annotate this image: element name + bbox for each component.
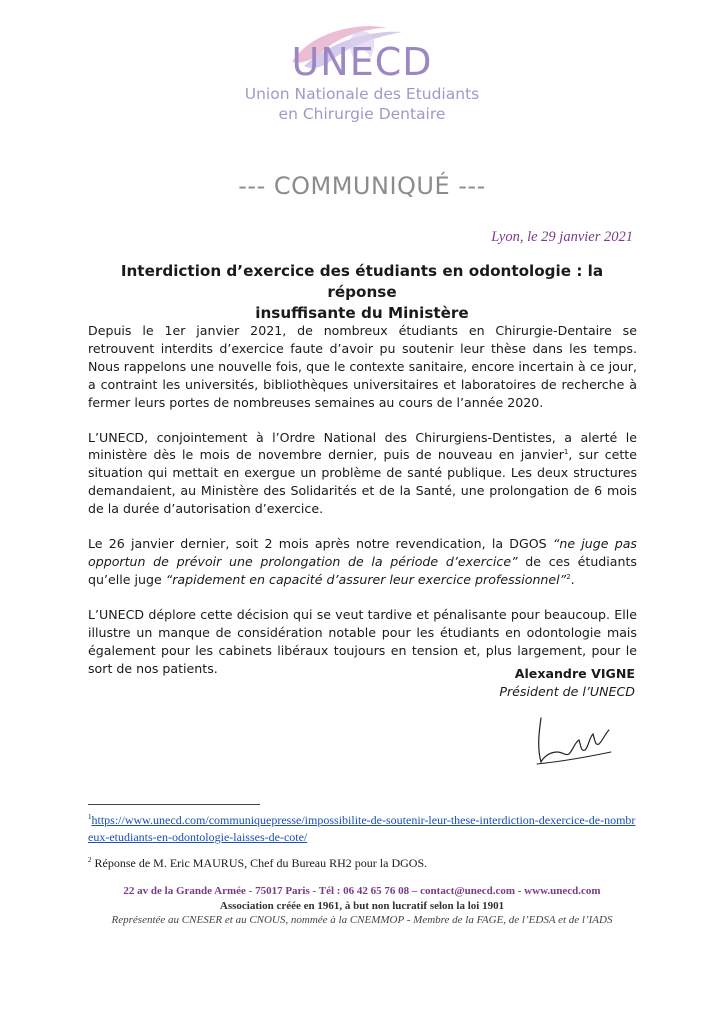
paragraph-1: Depuis le 1er janvier 2021, de nombreux étudiants en Chirurgie-Dentaire se retrouvent interdits d’exercice faute d’avoir pu soutenir leur thèse dans les temps. Nous rappelons une nouvelle fois, que le contexte sanitaire, encore incertain à ce jour, a contraint les universités, bibliothèques universitaires et laboratoires de recherche à fermer leurs portes de nombreuses semaines au cours de l’année 2020. [88, 323, 637, 410]
footnote-2-number: 2 [88, 856, 92, 864]
signer-role: Président de l’UNECD [499, 684, 635, 699]
date-line: Lyon, le 29 janvier 2021 [491, 229, 633, 245]
page-footer [0, 884, 724, 928]
handwritten-signature [527, 712, 617, 772]
footnote-2 [88, 855, 638, 872]
footnote-1-link[interactable]: https://www.unecd.com/communiquepresse/impossibilite-de-soutenir-leur-these-interdiction-dexercice-de-nombreux-etudiants-en-odontologie-laisses-de-cote/ [88, 813, 636, 844]
unecd-logo [0, 22, 724, 124]
footnote-1 [88, 812, 638, 846]
logo-mark [252, 22, 472, 84]
title-line-1: Interdiction d’exercice des étudiants en odontologie : la réponse [120, 262, 604, 301]
logo-line-1: Union Nationale des Etudiants [244, 85, 480, 103]
footnote-ref-1[interactable]: 1 [563, 448, 569, 457]
paragraph-2 [88, 429, 637, 519]
logo-wordmark: UNECD [291, 40, 433, 84]
paragraph-3 [88, 535, 637, 589]
signature-block [499, 665, 635, 701]
paragraph-3-part-a: Le 26 janvier dernier, soit 2 mois après notre revendication, la DGOS [88, 536, 553, 552]
footnote-divider [88, 804, 260, 805]
logo-line-2: en Chirurgie Dentaire [278, 105, 446, 123]
footnote-ref-2[interactable]: 2 [566, 572, 571, 581]
paragraph-4: L’UNECD déplore cette décision qui se veut tardive et pénalisante pour beaucoup. Elle illustre un manque de considération notable pour les étudiants en odontologie mais également pour les cabinets libéraux toujours en tension et, plus largement, pour le sort de nos patients. [88, 606, 637, 676]
paragraph-3-part-c: . [570, 571, 575, 587]
footnote-1-number: 1 [88, 813, 92, 821]
paragraph-2-part-a: L’UNECD, conjointement à l’Ordre National des Chirurgiens-Dentistes, a alerté le ministère dès le mois de novembre dernier, puis de nouveau en janvier [88, 429, 637, 463]
footer-contact-line: 22 av de la Grande Armée - 75017 Paris - Tél : 06 42 65 76 08 – contact@unecd.com - www.unecd.com [123, 885, 601, 897]
paragraph-2-part-b: , sur cette situation qui mettait en exergue un problème de santé publique. Les deux structures demandaient, au Ministère des Solidarités et de la Santé, une prolongation de 6 mois de la durée d’autorisation d’exercice. [88, 447, 637, 517]
communique-heading: --- COMMUNIQUÉ --- [238, 172, 486, 200]
footer-representation-line: Représentée au CNESER et au CNOUS, nommée à la CNEMMOP - Membre de la FAGE, de l’EDSA et de l’IADS [111, 914, 613, 926]
body-text [88, 322, 637, 694]
quote-2: “rapidement en capacité d’assurer leur exercice professionnel” [165, 571, 567, 587]
footer-association-line: Association créée en 1961, à but non lucratif selon la loi 1901 [219, 899, 505, 912]
quote-1: “ne juge pas opportun de prévoir une prolongation de la période d’exercice” [88, 536, 637, 569]
title-line-2: insuffisante du Ministère [255, 304, 469, 322]
footnote-2-text: Réponse de M. Eric MAURUS, Chef du Bureau RH2 pour la DGOS. [91, 856, 428, 870]
press-release-title [96, 261, 628, 324]
signer-name: Alexandre VIGNE [514, 666, 635, 681]
paragraph-3-part-b: de ces étudiants qu’elle juge [88, 553, 637, 587]
